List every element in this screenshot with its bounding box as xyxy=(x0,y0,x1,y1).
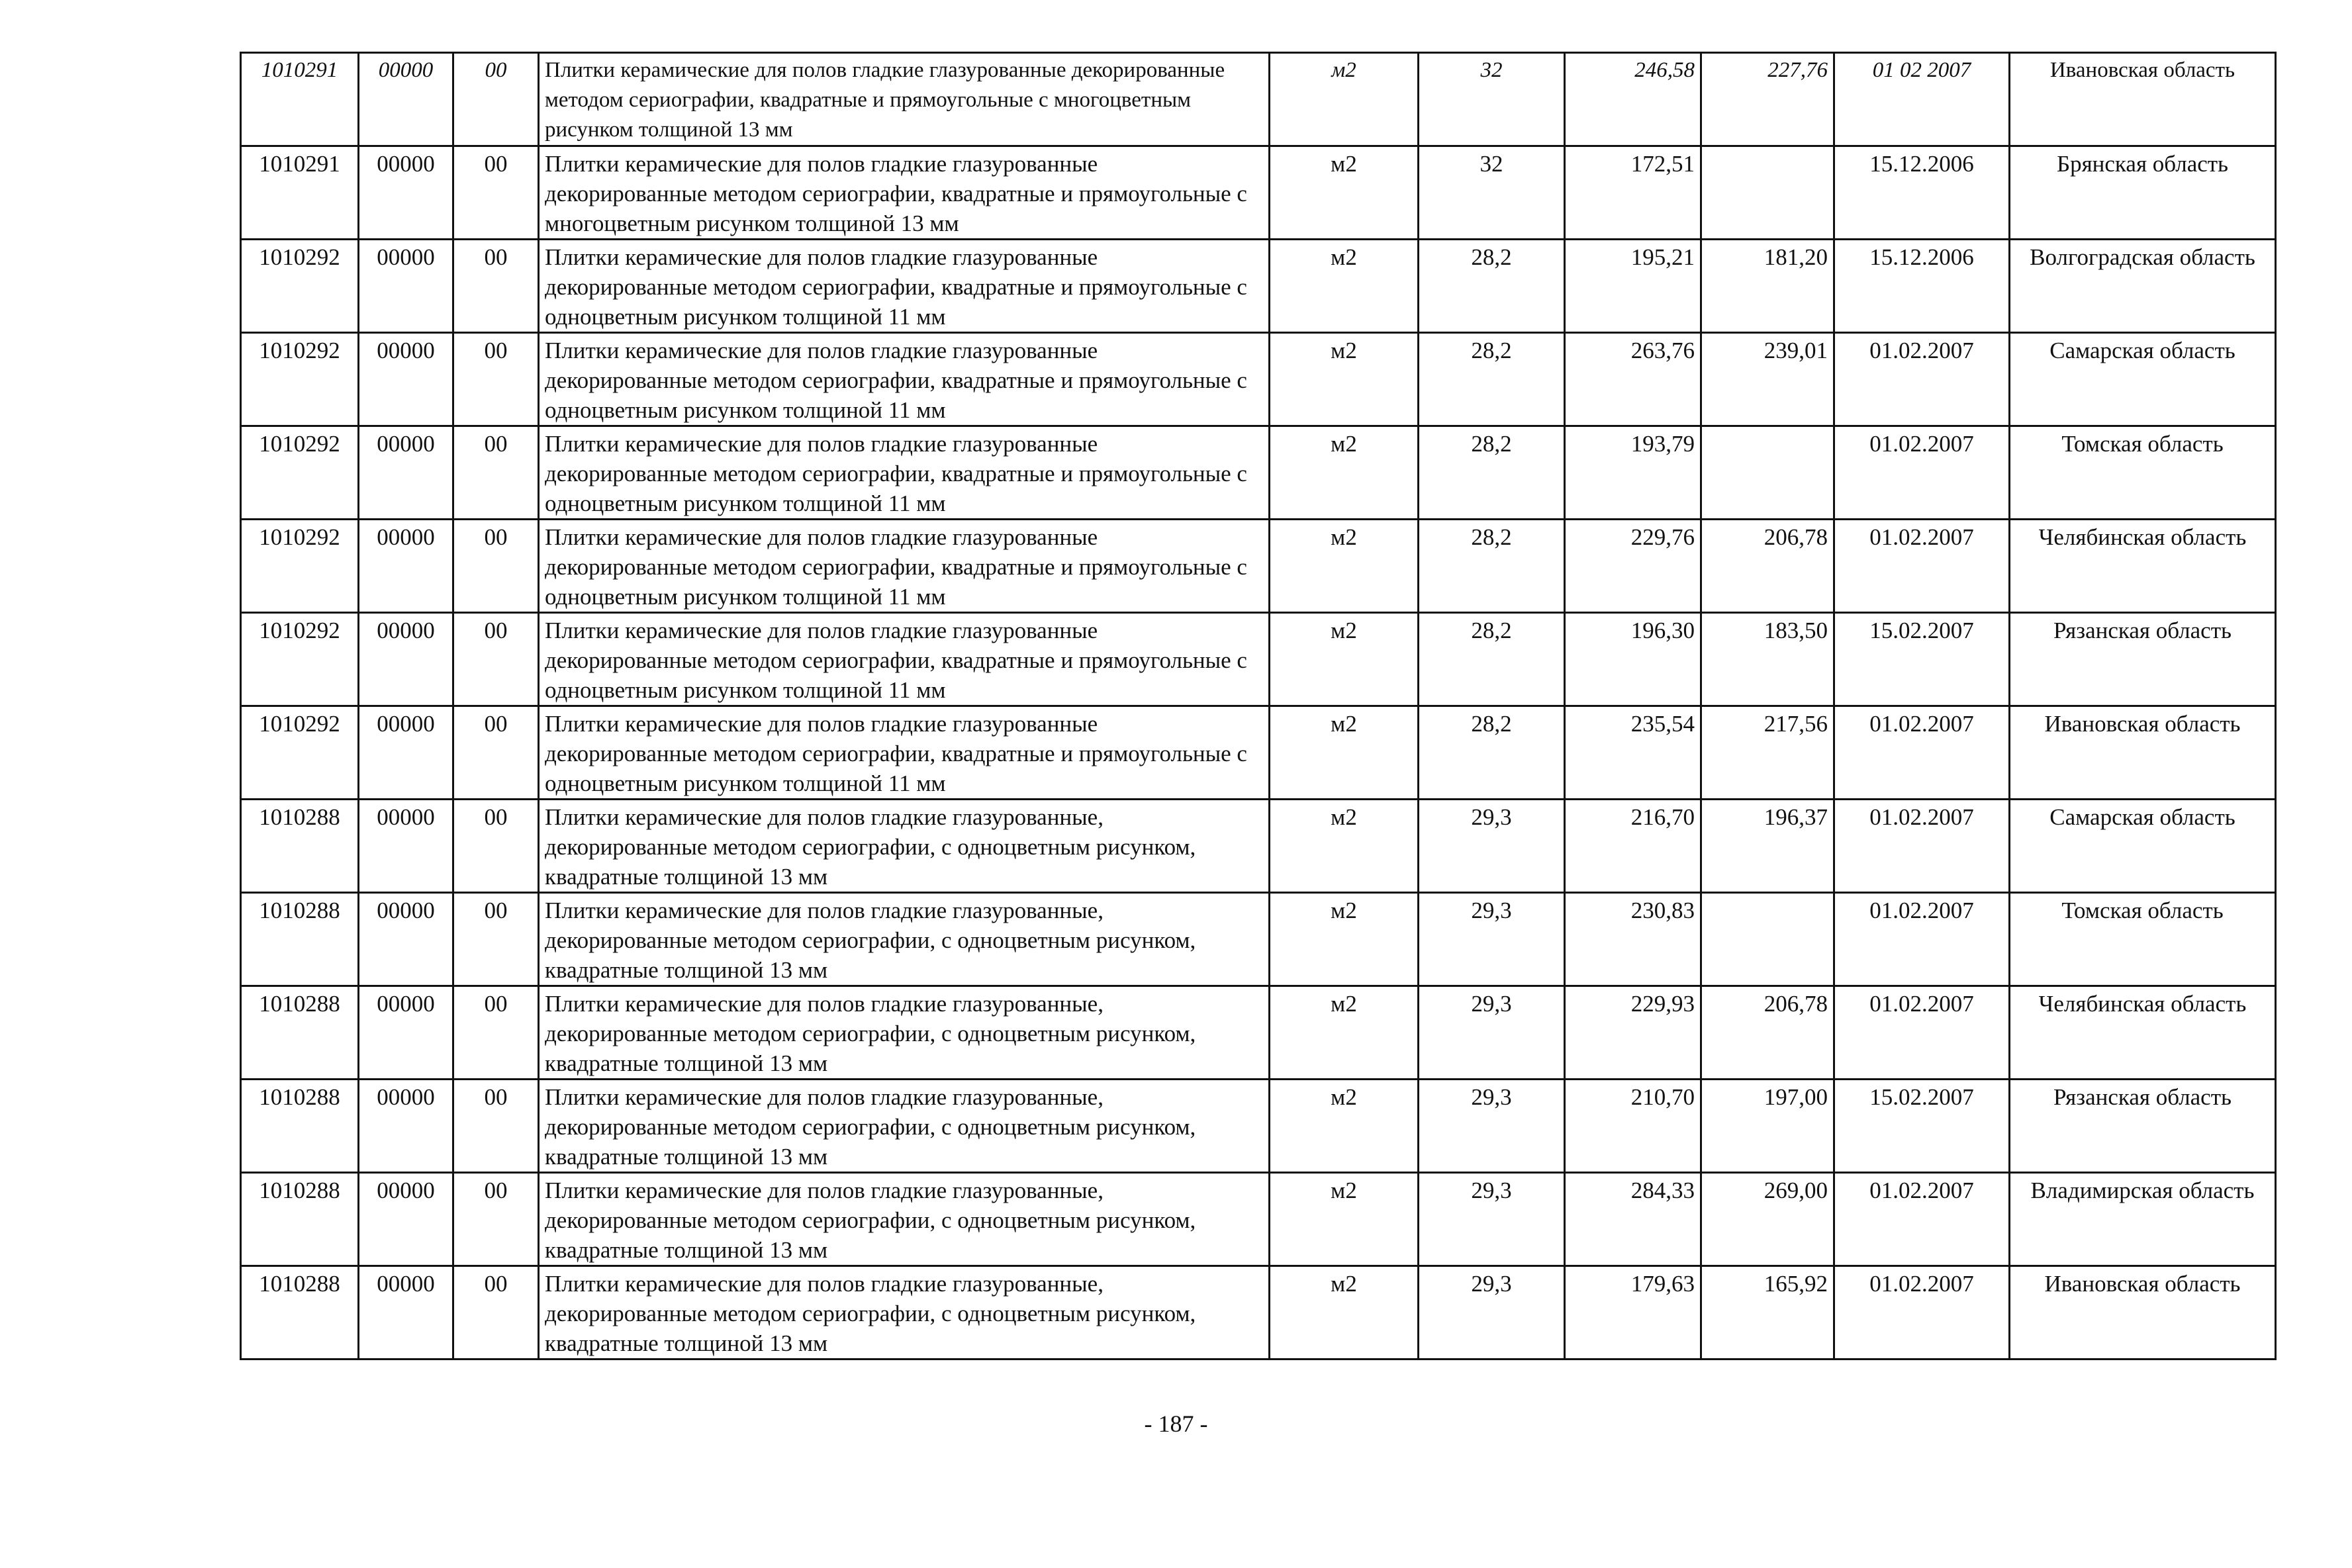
description-cell: Плитки керамические для полов гладкие глазурованные декорированные методом сериографии, квадратные и прямоугольные с одноцветным рисунком толщиной 11 мм xyxy=(539,333,1270,426)
sub-code-cell: 00000 xyxy=(359,1080,453,1173)
price-cell: 196,30 xyxy=(1565,613,1701,706)
index-cell: 00 xyxy=(453,1173,539,1266)
quantity-cell: 29,3 xyxy=(1419,800,1565,893)
price-cell: 210,70 xyxy=(1565,1080,1701,1173)
quantity-cell: 28,2 xyxy=(1419,706,1565,800)
description-cell: Плитки керамические для полов гладкие глазурованные декорированные методом сериографии, квадратные и прямоугольные с одноцветным рисунком толщиной 11 мм xyxy=(539,706,1270,800)
price-alt-cell: 269,00 xyxy=(1701,1173,1834,1266)
price-alt-cell: 183,50 xyxy=(1701,613,1834,706)
region-cell: Ивановская область xyxy=(2010,1266,2276,1360)
index-cell: 00 xyxy=(453,893,539,986)
index-cell: 00 xyxy=(453,333,539,426)
quantity-cell: 28,2 xyxy=(1419,333,1565,426)
unit-cell: м2 xyxy=(1270,333,1419,426)
date-cell: 15.02.2007 xyxy=(1834,1080,2010,1173)
sub-code-cell: 00000 xyxy=(359,1266,453,1360)
unit-cell: м2 xyxy=(1270,613,1419,706)
sub-code-cell: 00000 xyxy=(359,986,453,1080)
sub-code-cell: 00000 xyxy=(359,613,453,706)
index-cell: 00 xyxy=(453,613,539,706)
table-row xyxy=(241,1266,2276,1360)
table-row xyxy=(241,1173,2276,1266)
description-cell: Плитки керамические для полов гладкие глазурованные декорированные методом сериографии, квадратные и прямоугольные с одноцветным рисунком толщиной 11 мм xyxy=(539,240,1270,333)
description-cell: Плитки керамические для полов гладкие глазурованные, декорированные методом сериографии, с одноцветным рисунком, квадратные толщиной 13 мм xyxy=(539,800,1270,893)
date-cell: 01 02 2007 xyxy=(1834,53,2010,146)
price-cell: 216,70 xyxy=(1565,800,1701,893)
date-cell: 01.02.2007 xyxy=(1834,426,2010,520)
date-cell: 01.02.2007 xyxy=(1834,1173,2010,1266)
description-cell: Плитки керамические для полов гладкие глазурованные декорированные методом сериографии, квадратные и прямоугольные с одноцветным рисунком толщиной 11 мм xyxy=(539,613,1270,706)
price-alt-cell xyxy=(1701,426,1834,520)
item-code-cell: 1010292 xyxy=(241,426,359,520)
region-cell: Владимирская область xyxy=(2010,1173,2276,1266)
item-code-cell: 1010288 xyxy=(241,986,359,1080)
item-code-cell: 1010292 xyxy=(241,520,359,613)
unit-cell: м2 xyxy=(1270,800,1419,893)
price-alt-cell: 239,01 xyxy=(1701,333,1834,426)
description-cell: Плитки керамические для полов гладкие глазурованные декорированные методом сериографии, квадратные и прямоугольные с многоцветным рисунком толщиной 13 мм xyxy=(539,53,1270,146)
price-alt-cell: 206,78 xyxy=(1701,520,1834,613)
unit-cell: м2 xyxy=(1270,1173,1419,1266)
description-cell: Плитки керамические для полов гладкие глазурованные декорированные методом сериографии, квадратные и прямоугольные с многоцветным рисунком толщиной 13 мм xyxy=(539,146,1270,240)
quantity-cell: 29,3 xyxy=(1419,1266,1565,1360)
quantity-cell: 28,2 xyxy=(1419,240,1565,333)
item-code-cell: 1010292 xyxy=(241,333,359,426)
index-cell: 00 xyxy=(453,800,539,893)
sub-code-cell: 00000 xyxy=(359,240,453,333)
price-cell: 172,51 xyxy=(1565,146,1701,240)
unit-cell: м2 xyxy=(1270,1080,1419,1173)
item-code-cell: 1010292 xyxy=(241,613,359,706)
unit-cell: м2 xyxy=(1270,986,1419,1080)
table-row xyxy=(241,986,2276,1080)
sub-code-cell: 00000 xyxy=(359,893,453,986)
price-alt-cell: 196,37 xyxy=(1701,800,1834,893)
price-alt-cell: 217,56 xyxy=(1701,706,1834,800)
item-code-cell: 1010288 xyxy=(241,1173,359,1266)
date-cell: 01.02.2007 xyxy=(1834,986,2010,1080)
price-alt-cell: 181,20 xyxy=(1701,240,1834,333)
price-alt-cell: 165,92 xyxy=(1701,1266,1834,1360)
region-cell: Самарская область xyxy=(2010,333,2276,426)
description-cell: Плитки керамические для полов гладкие глазурованные, декорированные методом сериографии, с одноцветным рисунком, квадратные толщиной 13 мм xyxy=(539,1173,1270,1266)
date-cell: 01.02.2007 xyxy=(1834,893,2010,986)
index-cell: 00 xyxy=(453,520,539,613)
table-row xyxy=(241,893,2276,986)
date-cell: 01.02.2007 xyxy=(1834,333,2010,426)
index-cell: 00 xyxy=(453,146,539,240)
date-cell: 01.02.2007 xyxy=(1834,706,2010,800)
price-cell: 284,33 xyxy=(1565,1173,1701,1266)
region-cell: Брянская область xyxy=(2010,146,2276,240)
region-cell: Ивановская область xyxy=(2010,706,2276,800)
item-code-cell: 1010288 xyxy=(241,893,359,986)
region-cell: Томская область xyxy=(2010,426,2276,520)
quantity-cell: 29,3 xyxy=(1419,1080,1565,1173)
region-cell: Рязанская область xyxy=(2010,613,2276,706)
page-number: - 187 - xyxy=(1144,1410,1208,1437)
region-cell: Волгоградская область xyxy=(2010,240,2276,333)
quantity-cell: 32 xyxy=(1419,146,1565,240)
table-row xyxy=(241,146,2276,240)
unit-cell: м2 xyxy=(1270,520,1419,613)
region-cell: Ивановская область xyxy=(2010,53,2276,146)
index-cell: 00 xyxy=(453,1266,539,1360)
date-cell: 01.02.2007 xyxy=(1834,800,2010,893)
quantity-cell: 28,2 xyxy=(1419,520,1565,613)
price-alt-cell: 227,76 xyxy=(1701,53,1834,146)
index-cell: 00 xyxy=(453,986,539,1080)
sub-code-cell: 00000 xyxy=(359,520,453,613)
description-cell: Плитки керамические для полов гладкие глазурованные декорированные методом сериографии, квадратные и прямоугольные с одноцветным рисунком толщиной 11 мм xyxy=(539,426,1270,520)
price-alt-cell: 206,78 xyxy=(1701,986,1834,1080)
price-cell: 195,21 xyxy=(1565,240,1701,333)
price-alt-cell xyxy=(1701,146,1834,240)
date-cell: 15.12.2006 xyxy=(1834,240,2010,333)
price-cell: 235,54 xyxy=(1565,706,1701,800)
item-code-cell: 1010288 xyxy=(241,1080,359,1173)
unit-cell: м2 xyxy=(1270,240,1419,333)
region-cell: Томская область xyxy=(2010,893,2276,986)
unit-cell: м2 xyxy=(1270,893,1419,986)
region-cell: Самарская область xyxy=(2010,800,2276,893)
date-cell: 01.02.2007 xyxy=(1834,1266,2010,1360)
unit-cell: м2 xyxy=(1270,426,1419,520)
unit-cell: м2 xyxy=(1270,146,1419,240)
index-cell: 00 xyxy=(453,240,539,333)
index-cell: 00 xyxy=(453,706,539,800)
price-cell: 246,58 xyxy=(1565,53,1701,146)
table-row xyxy=(241,706,2276,800)
item-code-cell: 1010291 xyxy=(241,53,359,146)
quantity-cell: 29,3 xyxy=(1419,1173,1565,1266)
sub-code-cell: 00000 xyxy=(359,706,453,800)
quantity-cell: 28,2 xyxy=(1419,426,1565,520)
item-code-cell: 1010288 xyxy=(241,800,359,893)
unit-cell: м2 xyxy=(1270,706,1419,800)
table-row xyxy=(241,1080,2276,1173)
date-cell: 15.12.2006 xyxy=(1834,146,2010,240)
price-alt-cell xyxy=(1701,893,1834,986)
sub-code-cell: 00000 xyxy=(359,1173,453,1266)
index-cell: 00 xyxy=(453,1080,539,1173)
table-row xyxy=(241,520,2276,613)
quantity-cell: 28,2 xyxy=(1419,613,1565,706)
table-row xyxy=(241,240,2276,333)
table-row xyxy=(241,426,2276,520)
description-cell: Плитки керамические для полов гладкие глазурованные, декорированные методом сериографии, с одноцветным рисунком, квадратные толщиной 13 мм xyxy=(539,893,1270,986)
unit-cell: м2 xyxy=(1270,1266,1419,1360)
price-table xyxy=(240,52,2277,1360)
table-row xyxy=(241,800,2276,893)
date-cell: 01.02.2007 xyxy=(1834,520,2010,613)
region-cell: Челябинская область xyxy=(2010,986,2276,1080)
table-row xyxy=(241,53,2276,146)
table-row xyxy=(241,333,2276,426)
sub-code-cell: 00000 xyxy=(359,146,453,240)
sub-code-cell: 00000 xyxy=(359,426,453,520)
price-cell: 229,76 xyxy=(1565,520,1701,613)
index-cell: 00 xyxy=(453,426,539,520)
item-code-cell: 1010292 xyxy=(241,240,359,333)
quantity-cell: 29,3 xyxy=(1419,986,1565,1080)
sub-code-cell: 00000 xyxy=(359,800,453,893)
table-row xyxy=(241,613,2276,706)
sub-code-cell: 00000 xyxy=(359,53,453,146)
quantity-cell: 29,3 xyxy=(1419,893,1565,986)
description-cell: Плитки керамические для полов гладкие глазурованные, декорированные методом сериографии, с одноцветным рисунком, квадратные толщиной 13 мм xyxy=(539,1266,1270,1360)
price-table-sheet xyxy=(240,52,2275,1360)
price-cell: 230,83 xyxy=(1565,893,1701,986)
price-table-body xyxy=(241,53,2276,1360)
price-cell: 229,93 xyxy=(1565,986,1701,1080)
price-cell: 179,63 xyxy=(1565,1266,1701,1360)
description-cell: Плитки керамические для полов гладкие глазурованные, декорированные методом сериографии, с одноцветным рисунком, квадратные толщиной 13 мм xyxy=(539,986,1270,1080)
item-code-cell: 1010291 xyxy=(241,146,359,240)
region-cell: Челябинская область xyxy=(2010,520,2276,613)
price-cell: 263,76 xyxy=(1565,333,1701,426)
item-code-cell: 1010288 xyxy=(241,1266,359,1360)
date-cell: 15.02.2007 xyxy=(1834,613,2010,706)
price-alt-cell: 197,00 xyxy=(1701,1080,1834,1173)
unit-cell: м2 xyxy=(1270,53,1419,146)
quantity-cell: 32 xyxy=(1419,53,1565,146)
sub-code-cell: 00000 xyxy=(359,333,453,426)
description-cell: Плитки керамические для полов гладкие глазурованные декорированные методом сериографии, квадратные и прямоугольные с одноцветным рисунком толщиной 11 мм xyxy=(539,520,1270,613)
price-cell: 193,79 xyxy=(1565,426,1701,520)
index-cell: 00 xyxy=(453,53,539,146)
description-cell: Плитки керамические для полов гладкие глазурованные, декорированные методом сериографии, с одноцветным рисунком, квадратные толщиной 13 мм xyxy=(539,1080,1270,1173)
item-code-cell: 1010292 xyxy=(241,706,359,800)
region-cell: Рязанская область xyxy=(2010,1080,2276,1173)
